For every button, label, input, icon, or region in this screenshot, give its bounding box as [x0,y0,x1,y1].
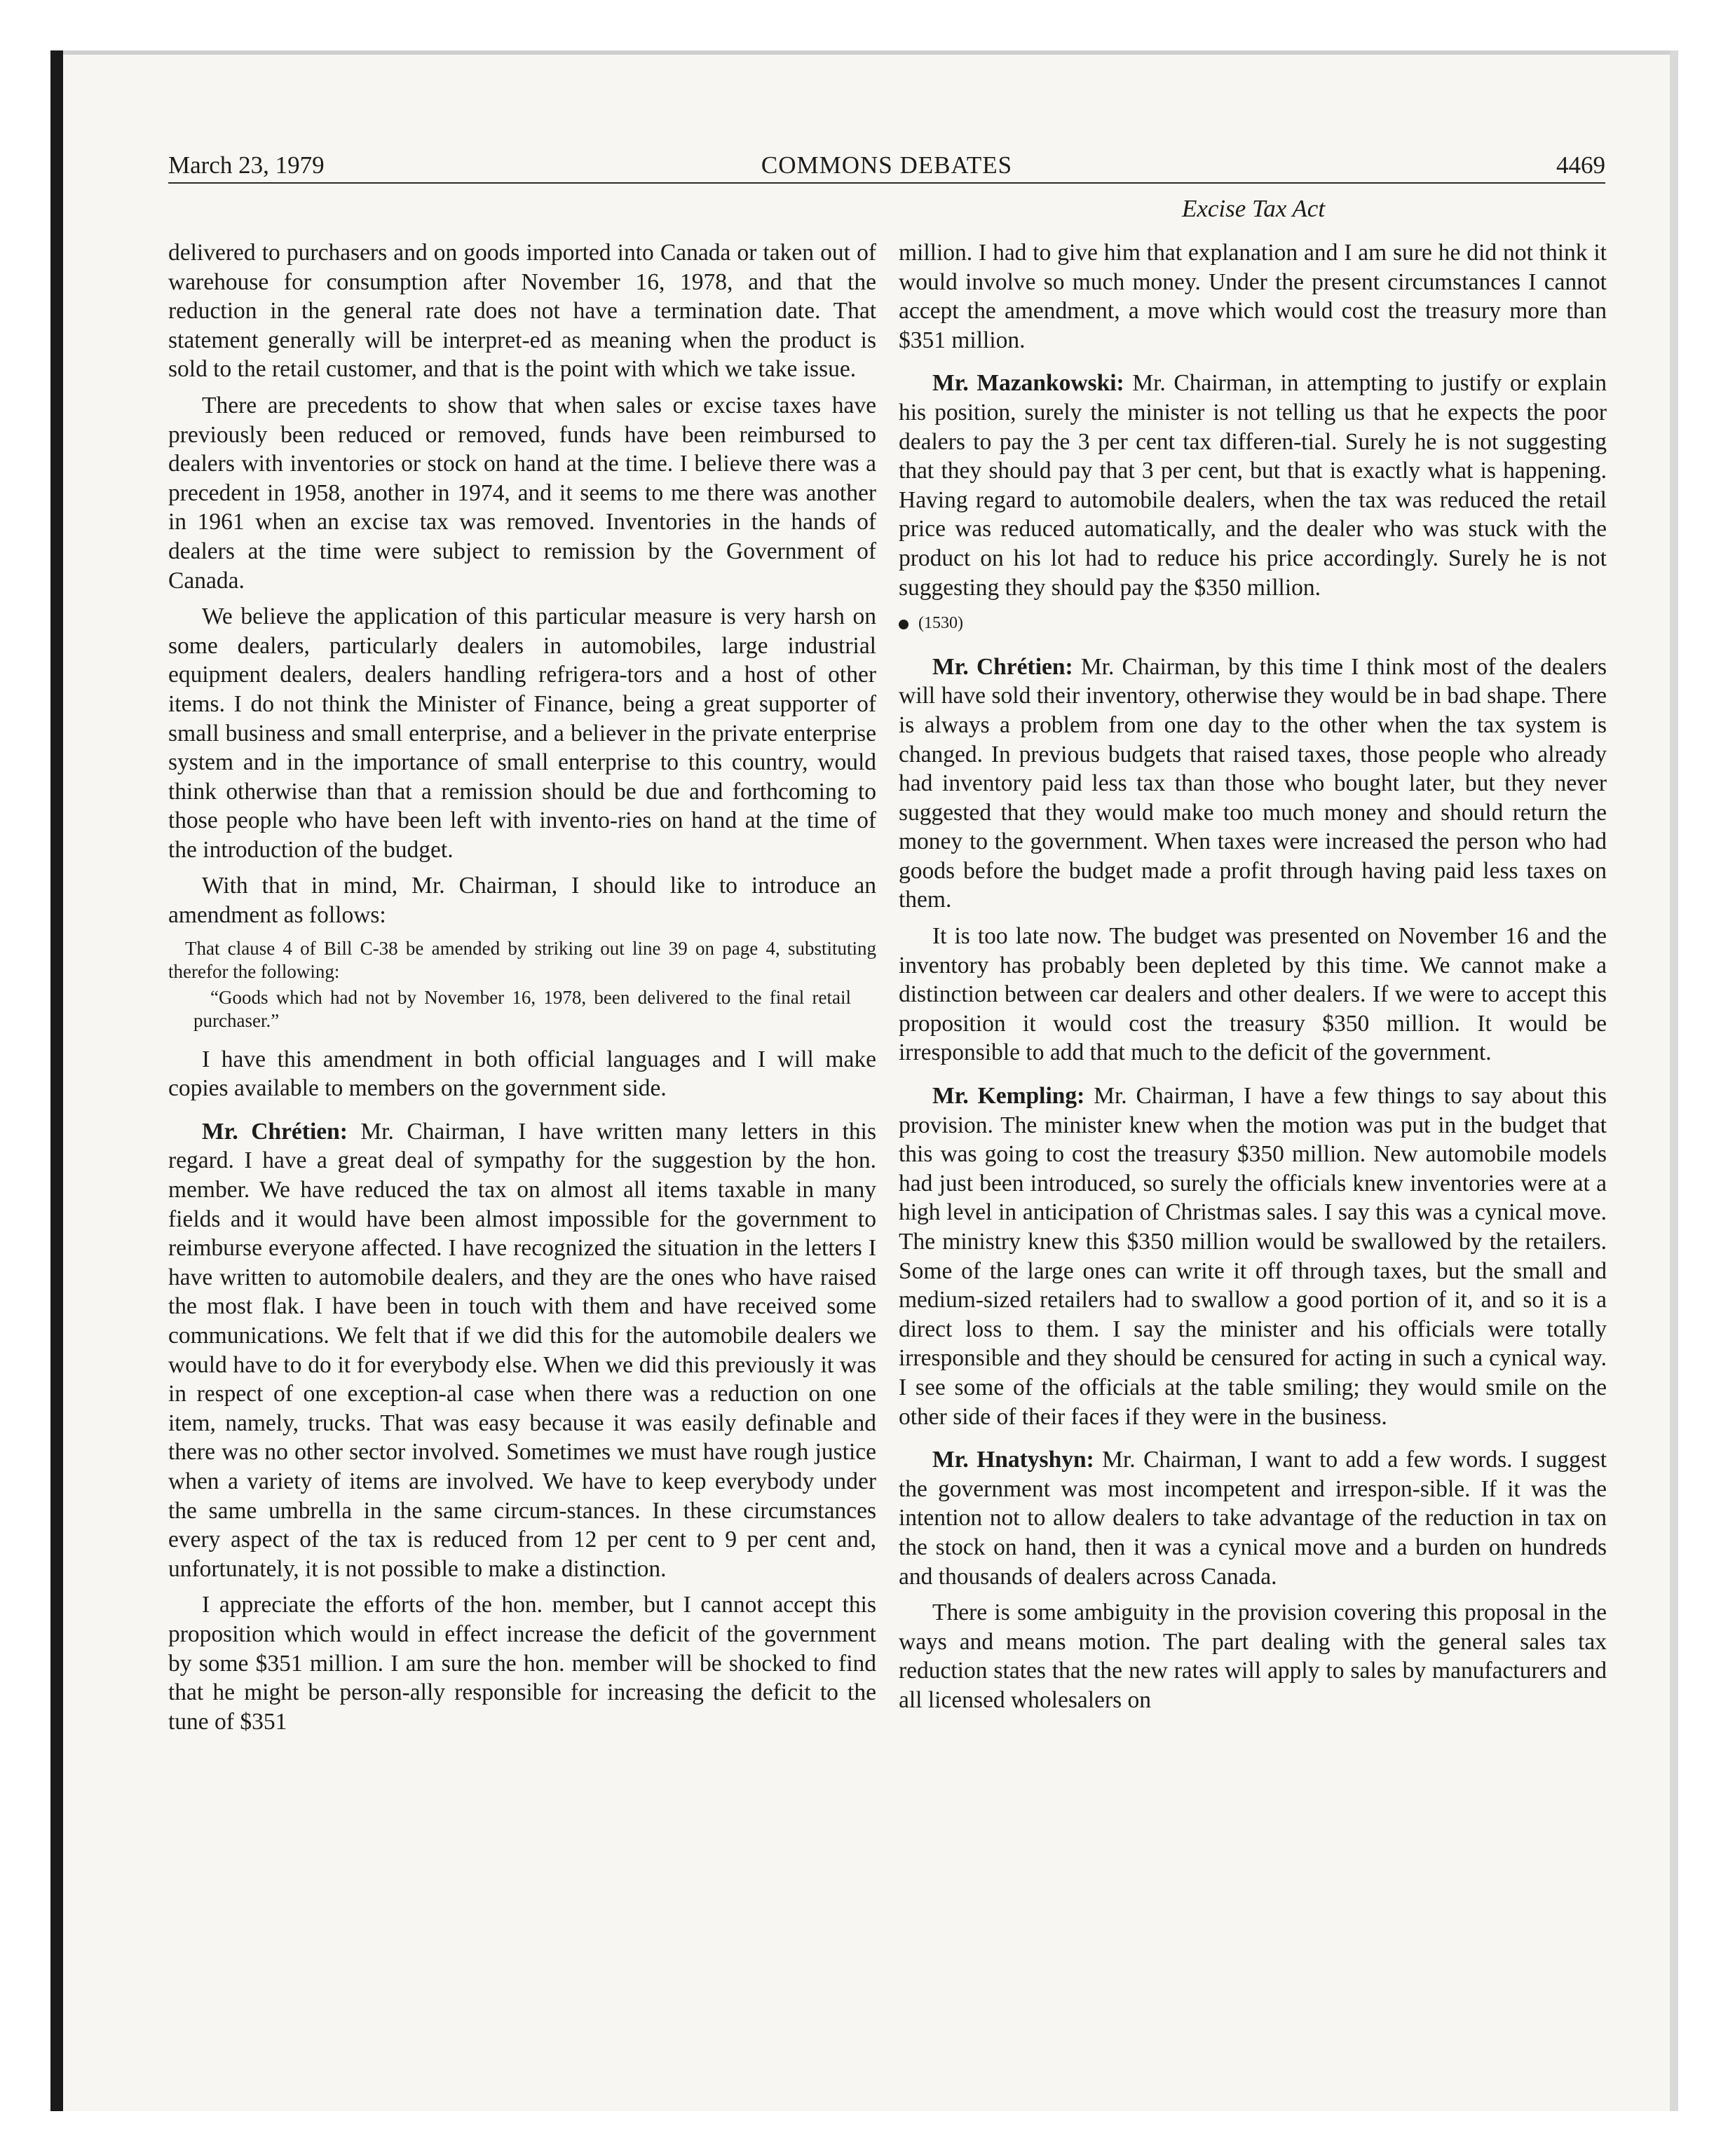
running-header [168,140,1605,184]
bullet-icon [899,620,909,629]
amendment-quote [168,937,876,1032]
header-date: March 23, 1979 [168,151,325,179]
paragraph: With that in mind, Mr. Chairman, I should like to introduce an amendment as follows: [168,873,876,929]
paragraph: It is too late now. The budget was presented on November 16 and the inventory has probably been depleted by this time. We cannot make a distinction between car dealers and other dealers. If we were to accept this proposition it would cost the treasury $350 million. It would be irresponsible to add that much to the deficit of the government. [899,923,1607,1066]
speaker-name: Mr. Chrétien: [932,653,1073,680]
header-page-number: 4469 [1556,151,1605,179]
amendment-wording: “Goods which had not by November 16, 1978, been delivered to the final retail purchaser.” [193,986,851,1031]
paragraph: million. I had to give him that explanation and I am sure he did not think it would involve so much money. Under the present circumstances I cannot accept the amendment, a move which would cost the treasury more than $351 million. [899,240,1607,353]
paragraph: We believe the application of this particular measure is very harsh on some dealers, particularly dealers in automobiles, large industrial equipment dealers, dealers handling refrigera-tors and a host of other items. I do not think the Minister of Finance, being a great supporter of small business and small enterprise, and a believer in the private enterprise system and in the importance of small enterprise to this country, would think otherwise than that a remission should be due and forthcoming to those people who have been left with invento-ries on hand at the time of the introduction of the budget. [168,603,876,863]
speech-text: Mr. Chairman, I have written many letters in this regard. I have a great deal of sympathy for the suggestion by the hon. member. We have reduced the tax on almost all items taxable in many fields and it would have been almost impossible for the government to reimburse everyone affected. I have recognized the situation in the letters I have written to automobile dealers, and they are the ones who have raised the most flak. I have been in touch with them and have received some communications. We felt that if we did this for the automobile dealers we would have to do it for everybody else. When we did this previously it was in respect of one exception-al case when there was a reduction on one item, namely, trucks. That was easy because it was easily definable and there was no other sector involved. Sometimes we must have rough justice when a variety of items are involved. We have to keep everybody under the same umbrella in the same circum-stances. In these circumstances every aspect of the tax is reduced from 12 per cent to 9 per cent and, unfortunately, it is not possible to make a distinction. [168,1118,877,1582]
paragraph: There are precedents to show that when sales or excise taxes have previously been reduced or removed, funds have been reimbursed to dealers with inventories or stock on hand at the time. I believe there was a precedent in 1958, another in 1974, and it seems to me there was another in 1961 when an excise tax was removed. Inventories in the hands of dealers at the time were subject to remission by the Government of Canada. [168,392,876,594]
right-column [899,238,1607,1722]
speech-text: Mr. Chairman, I want to add a few words. I suggest the government was most incompetent and irrespon-sible. If it was the intention not to allow dealers to take advantage of the reduction in tax on the stock on hand, then it was a cynical move and a burden on hundreds and thousands of dealers across Canada. [899,1447,1607,1590]
scan-edge-right [1670,50,1678,2111]
paragraph: There is some ambiguity in the provision covering this proposal in the ways and means motion. The part dealing with the general sales tax reduction states that the new rates will apply to sales by manufacturers and all licensed wholesalers on [899,1599,1607,1713]
paragraph: I have this amendment in both official languages and I will make copies available to members on the government side. [168,1046,876,1102]
speaker-name: Mr. Kempling: [932,1083,1085,1110]
speech-text: Mr. Chairman, by this time I think most of the dealers will have sold their inventory, otherwise they would be in bad shape. There is always a problem from one day to the other when the tax system is changed. In previous budgets that raised taxes, those people who already had inventory paid less tax than those who bought later, but they never suggested that they would make too much money and should return the money to the government. When taxes were increased the person who had goods before the budget made a profit through having paid less taxes on them. [899,653,1607,913]
time-marker-text: (1530) [918,614,963,633]
speech [899,1082,1607,1431]
amendment-text: That clause 4 of Bill C-38 be amended by striking out line 39 on page 4, substituting therefor the following: [168,937,876,982]
speech [899,1445,1607,1591]
speaker-name: Mr. Chrétien: [202,1118,348,1145]
time-marker [899,609,1607,639]
speech [168,1117,876,1584]
speaker-name: Mr. Hnatyshyn: [932,1447,1094,1473]
scan-edge-left [50,50,63,2111]
paragraph: delivered to purchasers and on goods imported into Canada or taken out of warehouse for consumption after November 16, 1978, and that the reduction in the general rate does not have a termination date. That statement generally will be interpret-ed as meaning when the product is sold to the retail customer, and that is the point with which we take issue. [168,240,876,383]
paragraph: I appreciate the efforts of the hon. member, but I cannot accept this proposition which would in effect increase the deficit of the government by some $351 million. I am sure the hon. member will be shocked to find that he might be person-ally responsible for increasing the deficit to the tune of $351 [168,1592,876,1735]
section-title: Excise Tax Act [1181,195,1326,222]
header-title: COMMONS DEBATES [761,151,1013,179]
speaker-name: Mr. Mazankowski: [932,370,1124,397]
speech-text: Mr. Chairman, I have a few things to say about this provision. The minister knew when the motion was put in the budget that this was going to cost the treasury $350 million. New automobile models had just been introduced, so surely the officials knew inventories were at a high level in anticipation of Christmas sales. I say this was a cynical move. The ministry knew this $350 million would be swallowed by the retailers. Some of the large ones can write it off through taxes, but the small and medium-sized retailers had to swallow a good portion of it, and so it is a direct loss to them. I say the minister and his officials were totally irresponsible and they should be censured for acting in such a cynical way. I see some of the officials at the table smiling; they would smile on the other side of their faces if they were in the business. [899,1083,1607,1430]
left-column [168,238,876,1743]
speech-text: Mr. Chairman, in attempting to justify or explain his position, surely the minister is not telling us that he expects the poor dealers to pay the 3 per cent tax differen-tial. Surely he is not suggesting that they should pay that 3 per cent, but that is exactly what is happening. Having regard to automobile dealers, when the tax was reduced the retail price was reduced automatically, and the dealer who was stuck with the product on his lot had to reduce his price accordingly. Surely he is not suggesting they should pay the $350 million. [899,370,1607,601]
speech [899,653,1607,915]
speech [899,369,1607,602]
